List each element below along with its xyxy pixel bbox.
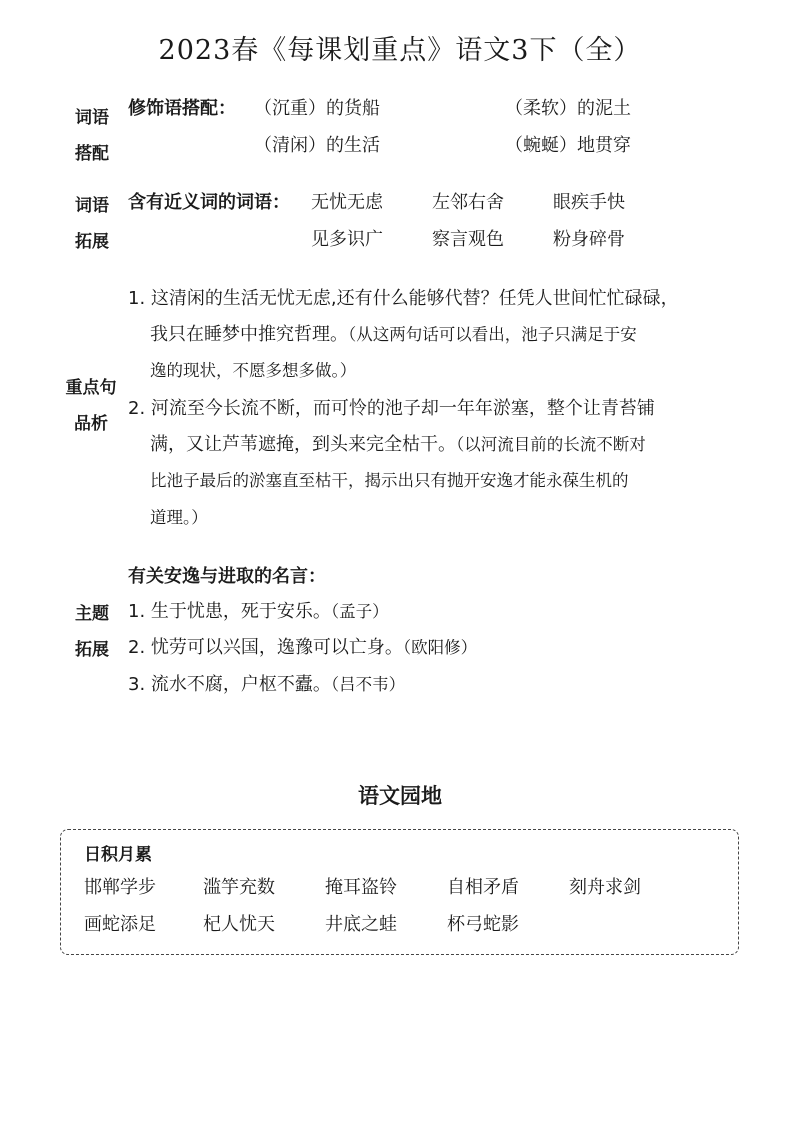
garden-title: 语文园地 (358, 784, 442, 808)
quote-author: （欧阳修） (402, 638, 478, 657)
idiom-item: 邯郸学步 (84, 877, 156, 898)
quote-text: 2. 忧劳可以兴国，逸豫可以亡身。 (128, 637, 403, 658)
sentence-text: 满，又让芦苇遮掩，到头来完全枯干。 (150, 434, 456, 455)
side-label-key-sentences (56, 370, 126, 442)
sentence-2-note: 比池子最后的淤塞直至枯干，揭示出只有抛开安逸才能永葆生机的 (150, 471, 629, 490)
sentence-2-line: 2. 河流至今长流不断，而可怜的池子却一年年淤塞，整个让青苔铺 (128, 398, 655, 419)
quote-item (128, 633, 477, 659)
expansion-item: 见多识广 (311, 229, 383, 250)
quote-item (128, 597, 389, 623)
side-label-line: 重点句 (65, 378, 117, 398)
quote-text: 1. 生于忧患，死于安乐。 (128, 601, 331, 622)
side-label-line: 搭配 (75, 144, 109, 164)
sentence-text: 我只在睡梦中推究哲理。 (150, 324, 348, 345)
expansion-item: 眼疾手快 (553, 192, 625, 213)
sentence-1-line (150, 320, 637, 346)
collocation-item: （蜿蜒）地贯穿 (505, 135, 631, 156)
sentence-note: （从这两句话可以看出，池子只满足于安 (348, 325, 637, 344)
expansion-item: 左邻右舍 (432, 192, 504, 213)
idiom-item: 画蛇添足 (84, 914, 156, 935)
expansion-item: 粉身碎骨 (553, 229, 625, 250)
side-label-line: 主题 (75, 604, 109, 624)
quote-author: （吕不韦） (330, 675, 406, 694)
sentence-2-note: 道理。） (150, 508, 208, 527)
sentence-2-line (150, 430, 646, 456)
side-label-line: 词语 (75, 108, 109, 128)
theme-heading: 有关安逸与进取的名言： (128, 566, 326, 587)
idiom-item: 杞人忧天 (203, 914, 275, 935)
sentence-note: （以河流目前的长流不断对 (456, 435, 646, 454)
expansion-item: 无忧无虑 (311, 192, 383, 213)
collocation-item: （清闲）的生活 (254, 135, 380, 156)
expansion-item: 察言观色 (432, 229, 504, 250)
side-label-collocation (64, 100, 120, 172)
expansion-heading: 含有近义词的词语： (128, 192, 290, 213)
sentence-1-note: 逸的现状，不愿多想多做。） (150, 361, 357, 380)
collocation-heading: 修饰语搭配： (128, 98, 236, 119)
side-label-line: 拓展 (75, 232, 109, 252)
quote-text: 3. 流水不腐，户枢不蠹。 (128, 674, 331, 695)
side-label-line: 拓展 (75, 640, 109, 660)
page-title: 2023春《每课划重点》语文3下（全） (158, 35, 642, 66)
idiom-item: 自相矛盾 (447, 877, 519, 898)
side-label-line: 词语 (75, 196, 109, 216)
side-label-expansion (64, 188, 120, 260)
side-label-theme (64, 596, 120, 668)
idiom-item: 杯弓蛇影 (447, 914, 519, 935)
collocation-item: （沉重）的货船 (254, 98, 380, 119)
quote-author: （孟子） (330, 602, 389, 621)
sentence-1-line: 1. 这清闲的生活无忧无虑,还有什么能够代替？任凭人世间忙忙碌碌， (128, 288, 679, 309)
collocation-item: （柔软）的泥土 (505, 98, 631, 119)
idiom-item: 掩耳盗铃 (325, 877, 397, 898)
side-label-line: 品析 (74, 414, 108, 434)
idiom-item: 滥竽充数 (203, 877, 275, 898)
idiom-box-title: 日积月累 (84, 845, 152, 865)
idiom-item: 井底之蛙 (325, 914, 397, 935)
idiom-item: 刻舟求剑 (569, 877, 641, 898)
quote-item (128, 670, 405, 696)
